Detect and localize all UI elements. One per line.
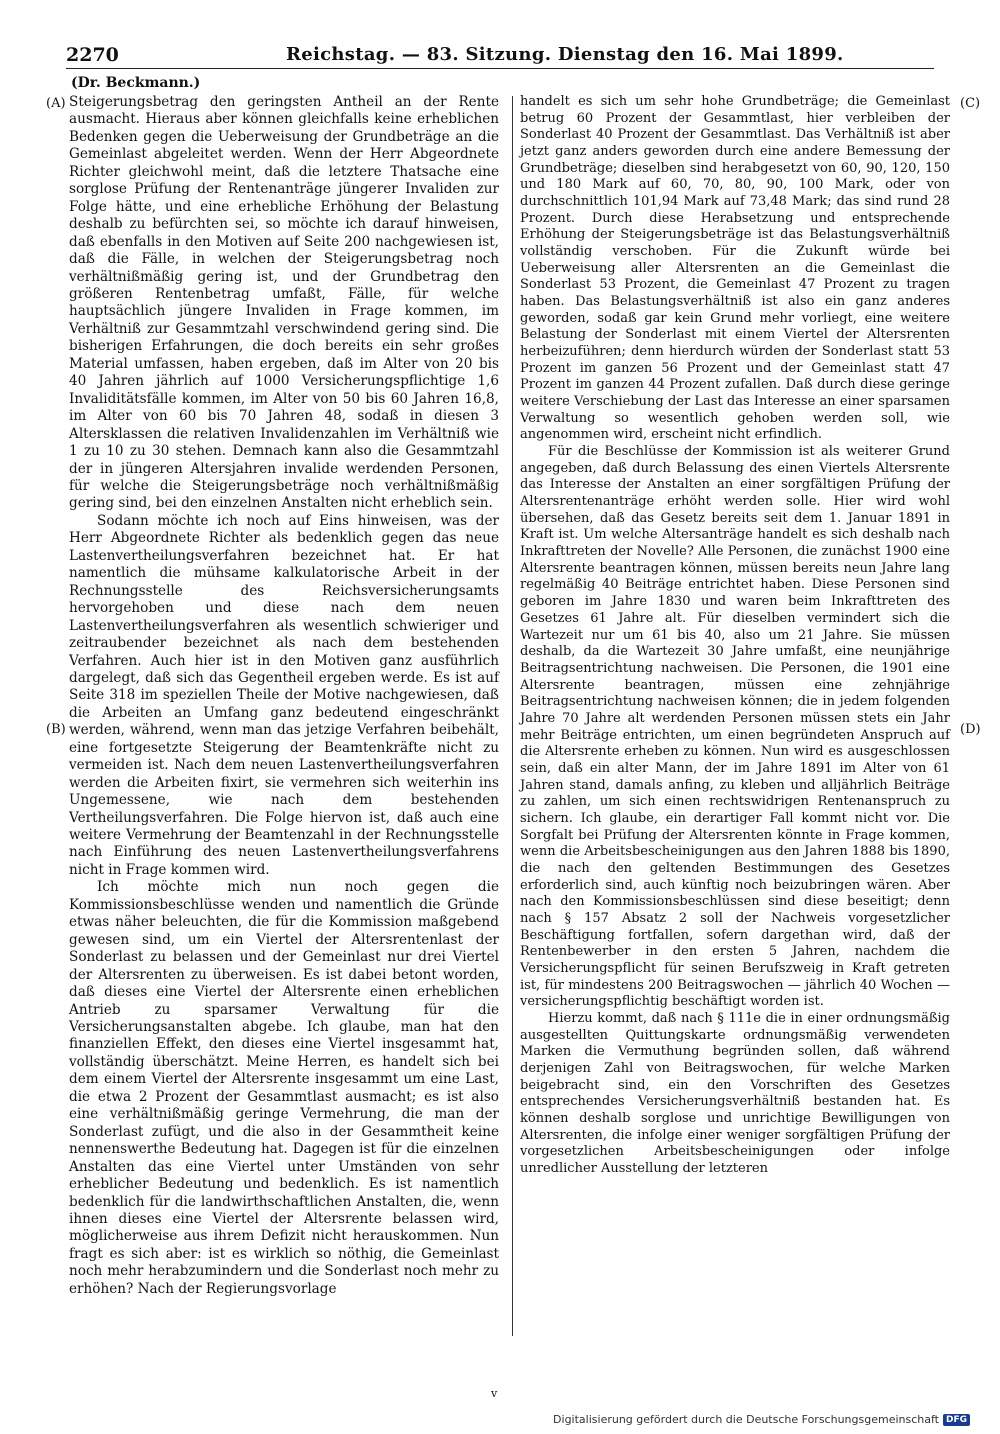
right-column [520,94,950,1184]
paragraph: Steigerungsbetrag den geringsten Antheil an der Rente ausmacht. Hieraus aber können gleichfalls keine erheblichen Bedenken gegen die Ueberweisung der Grundbeträge an die Gemeinlast abgeleitet werden. Wenn der Herr Abgeordnete Richter gleichwohl meint, daß die letztere Thatsache eine sorglose Prüfung der Rentenanträge jüngerer Invaliden zur Folge hätte, und eine erhebliche Erhöhung der Belastung deshalb zu befürchten sei, so möchte ich darauf hinweisen, daß ebenfalls in den Motiven auf Seite 200 nachgewiesen ist, daß die Fälle, in welchen der Steigerungsbetrag noch verhältnißmäßig gering ist, und der Grundbetrag den größeren Rentenbetrag umfaßt, Fälle, für welche hauptsächlich jüngere Invaliden in Frage kommen, im Verhältniß zur Gesammtzahl verschwindend gering sind. Die bisherigen Erfahrungen, die doch bereits ein sehr großes Material umfassen, haben ergeben, daß im Alter von 20 bis 40 Jahren jährlich auf 1000 Versicherungspflichtige 1,6 Invaliditätsfälle kommen, im Alter von 50 bis 60 Jahren 16,8, im Alter von 60 bis 70 Jahren 48, sodaß in diesen 3 Altersklassen die relativen Invalidenzahlen im Verhältniß wie 1 zu 10 zu 30 stehen. Demnach kann also die Gesammtzahl der in jüngeren Altersjahren invalide werdenden Personen, für welche die Steigerungsbeträge noch verhältnißmäßig gering sind, bei den einzelnen Anstalten nicht erheblich sein. [69,94,499,512]
left-column [69,94,499,1334]
paragraph: Sodann möchte ich noch auf Eins hinweisen, was der Herr Abgeordnete Richter als bedenklich gegen das neue Lastenvertheilungsverfahren bezeichnet hat. Er hat namentlich die mühsame kalkulatorische Arbeit in der Rechnungsstelle des Reichsversicherungsamts hervorgehoben und diese nach dem neuen Lastenvertheilungsverfahren als wesentlich schwieriger und zeitraubender bezeichnet als nach dem bestehenden Verfahren. Auch hier ist in den Motiven ganz ausführlich dargelegt, daß sich das Gegentheil ergeben werde. Es ist auf Seite 318 im speziellen Theile der Motive nachgewiesen, daß die Arbeiten an Umfang ganz bedeutend eingeschränkt werden, während, wenn man das jetzige Verfahren beibehält, eine fortgesetzte Steigerung der Beamtenkräfte nicht zu vermeiden ist. Nach dem neuen Lastenvertheilungsverfahren werden die Arbeiten fixirt, sie vermehren sich weiterhin ins Ungemessene, wie nach dem bestehenden Vertheilungsverfahren. Die Folge hiervon ist, daß auch eine weitere Vermehrung der Beamtenzahl in der Rechnungsstelle nach Einführung des neuen Lastenvertheilungsverfahrens nicht in Frage kommen wird. [69,512,499,878]
page-header [66,42,934,69]
footer-text: Digitalisierung gefördert durch die Deutsche Forschungsgemeinschaft [553,1413,939,1426]
footer [553,1413,970,1426]
column-divider [512,96,513,1336]
margin-mark-c: (C) [960,96,981,111]
running-title: Reichstag. — 83. Sitzung. Dienstag den 16. Mai 1899. [286,44,844,65]
signature-mark: v [491,1387,498,1400]
dfg-logo: DFG [943,1414,970,1426]
paragraph: Für die Beschlüsse der Kommission ist als weiterer Grund angegeben, daß durch Belassung des einen Viertels Altersrente das Interesse der Anstalten an einer sorgfältigen Prüfung der Altersrentenanträge erhöht werden solle. Hier wird wohl übersehen, daß das Gesetz bereits seit dem 1. Januar 1891 in Kraft ist. Um welche Altersanträge handelt es sich deshalb nach Inkrafttreten der Novelle? Alle Personen, die zunächst 1900 eine Altersrente beantragen können, müssen bereits neun Jahre lang regelmäßig 40 Beiträge entrichtet haben. Diese Personen sind geboren im Jahre 1830 und waren beim Inkrafttreten des Gesetzes 61 Jahre alt. Für dieselben vermindert sich die Wartezeit nur um 61 bis 40, also um 21 Jahre. Sie müssen deshalb, da die Wartezeit 30 Jahre umfaßt, eine neunjährige Beitragsentrichtung nachweisen. Die Personen, die 1901 eine Altersrente beantragen, müssen eine zehnjährige Beitragsentrichtung nachweisen können; die in jedem folgenden Jahre 70 Jahre alt werdenden Personen müssen stets ein Jahr mehr Beiträge entrichten, um einen begründeten Anspruch auf die Altersrente erheben zu können. Nun wird es ausgeschlossen sein, daß ein alter Mann, der im Jahre 1891 im Alter von 61 Jahren stand, damals anfing, zu kleben und alljährlich Beiträge zu zahlen, um sich einen rechtswidrigen Rentenanspruch zu sichern. Ich glaube, ein derartiger Fall kommt nicht vor. Die Sorgfalt bei Prüfung der Altersrenten könnte in Frage kommen, wenn die Arbeitsbescheinigungen aus den Jahren 1888 bis 1890, die nach den geltenden Bestimmungen des Gesetzes erforderlich sind, auch künftig noch beizubringen wären. Aber nach den Kommissionsbeschlüssen sind diese beseitigt; denn nach § 157 Absatz 2 soll der Nachweis vorgesetzlicher Beschäftigung fortfallen, sofern dargethan wird, daß der Rentenbewerber in den ersten 5 Jahren, nachdem die Versicherungspflicht für seinen Berufszweig in Kraft getreten ist, für mindestens 200 Beitragswochen — jährlich 40 Wochen — versicherungspflichtig beschäftigt worden ist. [520,444,950,1010]
paragraph: Hierzu kommt, daß nach § 111e die in einer ordnungsmäßig ausgestellten Quittungskarte ordnungsmäßig verwendeten Marken die Vermuthung begründen sollen, daß während derjenigen Zahl von Beitragswochen, für welche Marken beigebracht sind, ein den Vorschriften des Gesetzes entsprechendes Versicherungsverhältniß bestanden hat. Es können deshalb sorglose und unrichtige Bewilligungen von Altersrenten, die infolge einer weniger sorgfältigen Prüfung der vorgesetzlichen Arbeitsbescheinigungen oder infolge unredlicher Ausstellung der letzteren [520,1010,950,1176]
page-number: 2270 [66,44,119,66]
speaker-name: (Dr. Beckmann.) [71,75,201,91]
margin-mark-d: (D) [960,722,981,737]
paragraph: handelt es sich um sehr hohe Grundbeträge; die Gemeinlast betrug 60 Prozent der Gesammtlast, hier verbleiben der Sonderlast 40 Prozent der Gesammtlast. Das Verhältniß ist aber jetzt ganz anders geworden durch eine andere Bemessung der Grundbeträge; dieselben sind herabgesetzt von 60, 90, 120, 150 und 180 Mark auf 60, 70, 80, 90, 100 Mark, oder von durchschnittlich 101,94 Mark auf 73,48 Mark; das sind rund 28 Prozent. Durch diese Herabsetzung und entsprechende Erhöhung der Steigerungsbeträge ist das Belastungsverhältniß vollständig verschoben. Für die Zukunft würde bei Ueberweisung aller Altersrenten an die Gemeinlast die Sonderlast 53 Prozent, die Gemeinlast 47 Prozent zu tragen haben. Das Belastungsverhältniß ist also ein ganz anderes geworden, sodaß gar kein Grund mehr vorliegt, eine weitere Belastung der Sonderlast mit einem Viertel der Altersrenten herbeizuführen; denn hierdurch würden der Sonderlast statt 53 Prozent im ganzen 56 Prozent und der Gemeinlast statt 47 Prozent im ganzen 44 Prozent zufallen. Daß durch diese geringe weitere Verschiebung der Last das Interesse an einer sparsamen Verwaltung so wesentlich gehoben werden soll, wie angenommen wird, erscheint nicht erfindlich. [520,94,950,443]
paragraph: Ich möchte mich nun noch gegen die Kommissionsbeschlüsse wenden und namentlich die Gründe etwas näher beleuchten, die für die Kommission maßgebend gewesen sind, um ein Viertel der Altersrentenlast der Sonderlast zu belassen und der Gemeinlast nur drei Viertel der Altersrenten zu überweisen. Es ist dabei betont worden, daß dieses eine Viertel der Altersrente einen erheblichen Antrieb zu sparsamer Verwaltung für die Versicherungsanstalten abgebe. Ich glaube, man hat den finanziellen Effekt, den dieses eine Viertel insgesammt hat, vollständig überschätzt. Meine Herren, es handelt sich bei dem einem Viertel der Altersrente insgesammt um eine Last, die etwa 2 Prozent der Gesammtlast ausmacht; es ist also eine verhältnißmäßig geringe Vermehrung, die man der Sonderlast zufügt, und die also in der Gesammtheit keine nennenswerthe Bedeutung hat. Dagegen ist für die einzelnen Anstalten das eine Viertel unter Umständen von sehr erheblicher Bedeutung und bedenklich. Es ist namentlich bedenklich für die landwirthschaftlichen Anstalten, die, wenn ihnen dieses eine Viertel der Altersrente belassen wird, möglicherweise aus ihrem Defizit nicht herauskommen. Nun fragt es sich aber: ist es wirklich so nöthig, die Gemeinlast noch mehr herabzumindern und die Sonderlast noch mehr zu erhöhen? Nach der Regierungsvorlage [69,879,499,1297]
margin-mark-b: (B) [46,722,66,737]
margin-mark-a: (A) [46,96,66,111]
